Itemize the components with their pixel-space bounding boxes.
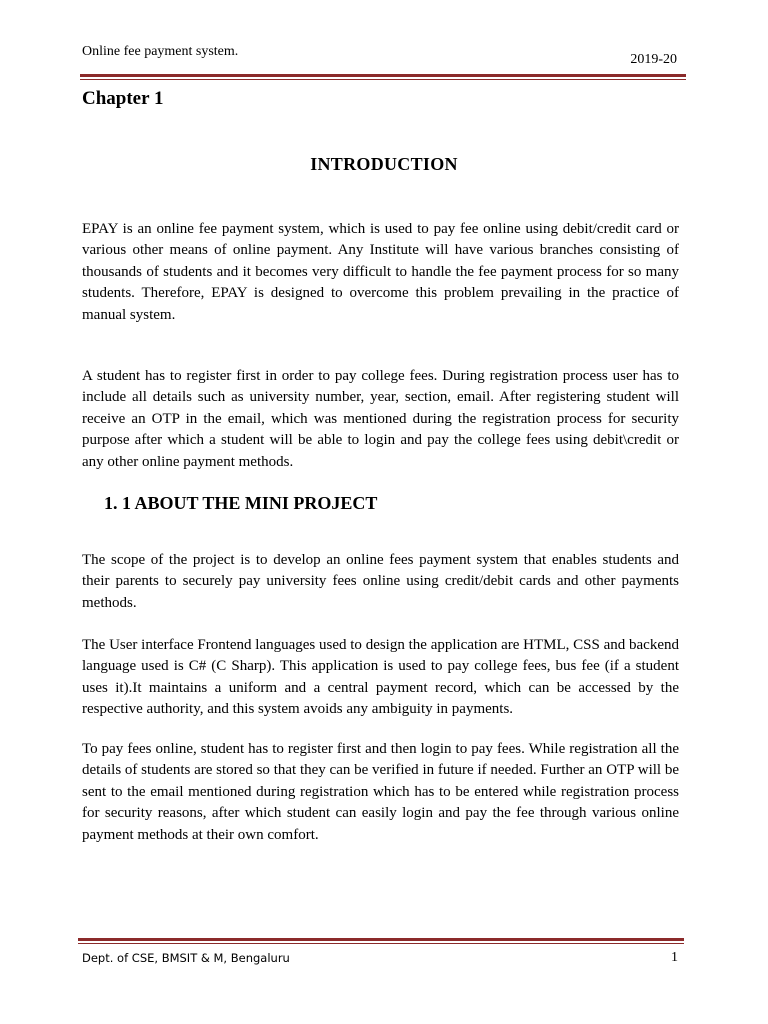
intro-paragraph-2: A student has to register first in order to pay college fees. During registration process user has to include all details such as university number, year, section, email. After registering student will receive an OTP in the email, which was mentioned during the registration process for security purpose after which a student will be able to login and pay the college fees using debit\credit or any other online payment methods. bbox=[82, 368, 679, 470]
header-rule bbox=[80, 74, 686, 80]
page-number: 1 bbox=[671, 950, 678, 965]
footer-rule bbox=[78, 938, 684, 944]
header-rule-thick bbox=[80, 74, 686, 77]
intro-paragraph-1: EPAY is an online fee payment system, which is used to pay fee online using debit/credit card or various other means of online payment. Any Institute will have various branches consisting of thousands of students and it becomes very difficult to handle the fee payment process for so many students. Therefore, EPAY is designed to overcome this problem prevailing in the practice of manual system. bbox=[82, 221, 679, 323]
chapter-label: Chapter 1 bbox=[82, 88, 164, 109]
running-header-year: 2019-20 bbox=[630, 52, 677, 67]
section-paragraph-3: To pay fees online, student has to register first and then login to pay fees. While registration all the details of students are stored so that they can be verified in future if needed. Further an OTP will be sent to the email mentioned during registration which has to be entered while registration process for security reasons, after which student can easily login and pay the fee through various online payment methods at their own comfort. bbox=[82, 741, 679, 843]
footer-department: Dept. of CSE, BMSIT & M, Bengaluru bbox=[82, 951, 290, 965]
running-header-title: Online fee payment system. bbox=[82, 44, 239, 59]
intro-heading: INTRODUCTION bbox=[310, 154, 458, 174]
header-rule-thin bbox=[80, 79, 686, 80]
section-paragraph-2: The User interface Frontend languages used to design the application are HTML, CSS and backend language used is C# (C Sharp). This application is used to pay college fees, bus fee (if a student uses it).It maintains a uniform and a central payment record, which can be accessed by the respective authority, and this system avoids any ambiguity in payments. bbox=[82, 637, 679, 718]
section-heading: 1. 1 ABOUT THE MINI PROJECT bbox=[104, 493, 378, 513]
footer-rule-thick bbox=[78, 938, 684, 941]
footer-rule-thin bbox=[78, 943, 684, 944]
section-paragraph-1: The scope of the project is to develop an online fees payment system that enables students and their parents to securely pay university fees online using credit/debit cards and other payments methods. bbox=[82, 552, 679, 611]
